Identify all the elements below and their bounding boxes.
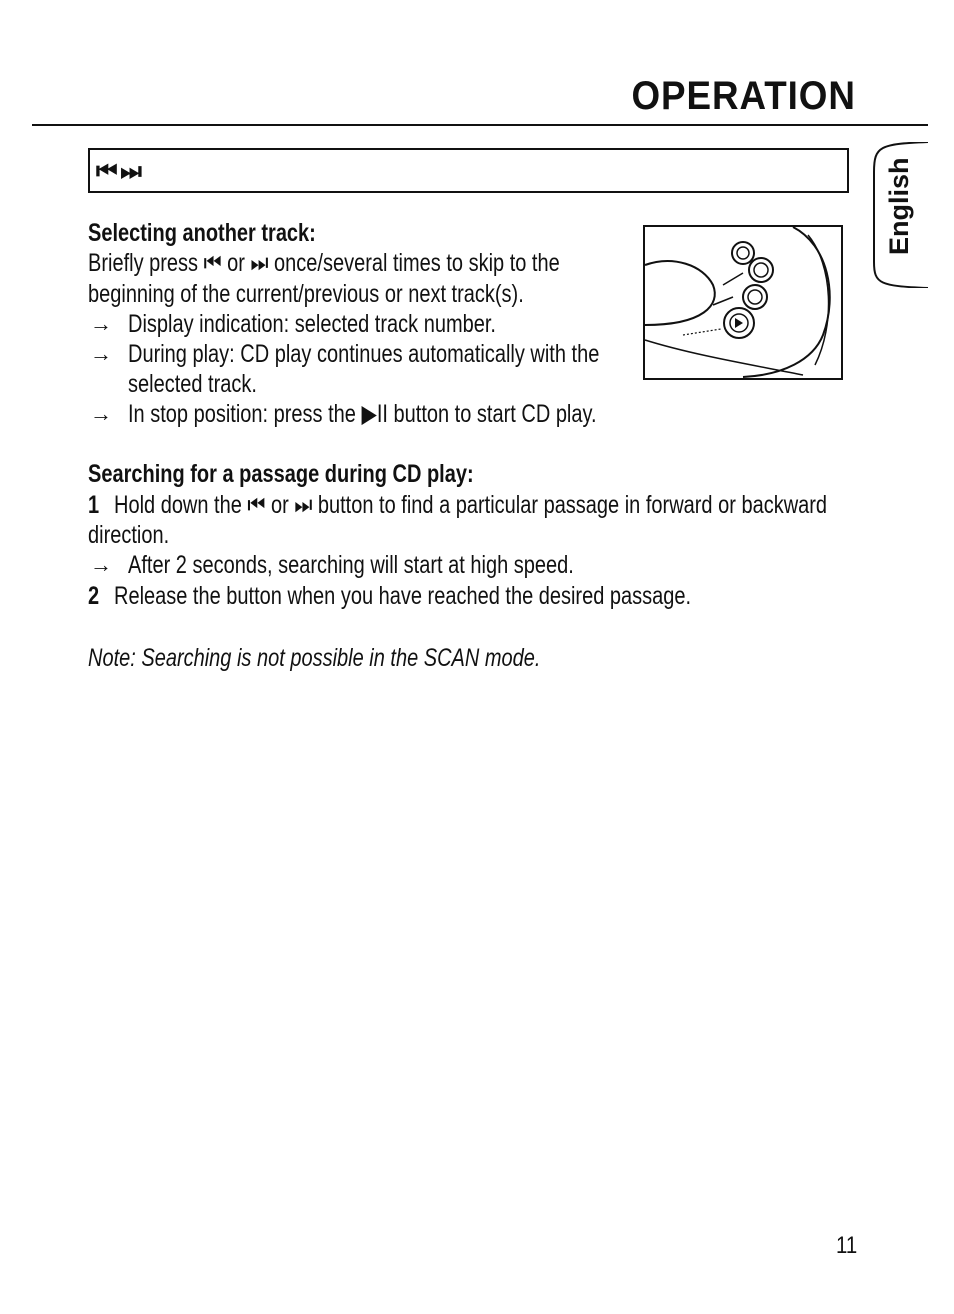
step-number: 2 (88, 582, 100, 610)
button-symbol-box (88, 148, 849, 193)
result-arrow-icon: → (90, 401, 112, 426)
page-title: OPERATION (631, 74, 856, 118)
bullet-item: In stop position: press the ▶II button to start CD play. (128, 400, 597, 428)
paragraph-line: beginning of the current/previous or next track(s). (88, 280, 524, 308)
header-rule (32, 124, 928, 126)
step-text: Release the button when you have reached the desired passage. (114, 582, 692, 610)
step-text-continued: direction. (88, 521, 170, 549)
language-tab-label: English (884, 157, 914, 255)
step-result: After 2 seconds, searching will start at high speed. (128, 551, 574, 579)
result-arrow-icon: → (90, 552, 112, 577)
skip-buttons-symbol: ⏮ ⏭ (96, 158, 140, 185)
step-number: 1 (88, 491, 100, 519)
paragraph-line: Briefly press ⏮ or ⏭ once/several times to skip to the (88, 249, 560, 277)
cd-player-illustration (643, 225, 843, 380)
section-heading-selecting: Selecting another track: (88, 219, 316, 247)
bullet-item: During play: CD play continues automatically with the (128, 340, 600, 368)
section-heading-searching: Searching for a passage during CD play: (88, 460, 474, 488)
bullet-item-continued: selected track. (128, 370, 257, 398)
step-text: Hold down the ⏮ or ⏭ button to find a particular passage in forward or backward (114, 491, 828, 519)
result-arrow-icon: → (90, 311, 112, 336)
page-number: 11 (836, 1232, 858, 1259)
result-arrow-icon: → (90, 341, 112, 366)
bullet-item: Display indication: selected track number. (128, 310, 496, 338)
note-text: Note: Searching is not possible in the SCAN mode. (88, 644, 541, 672)
